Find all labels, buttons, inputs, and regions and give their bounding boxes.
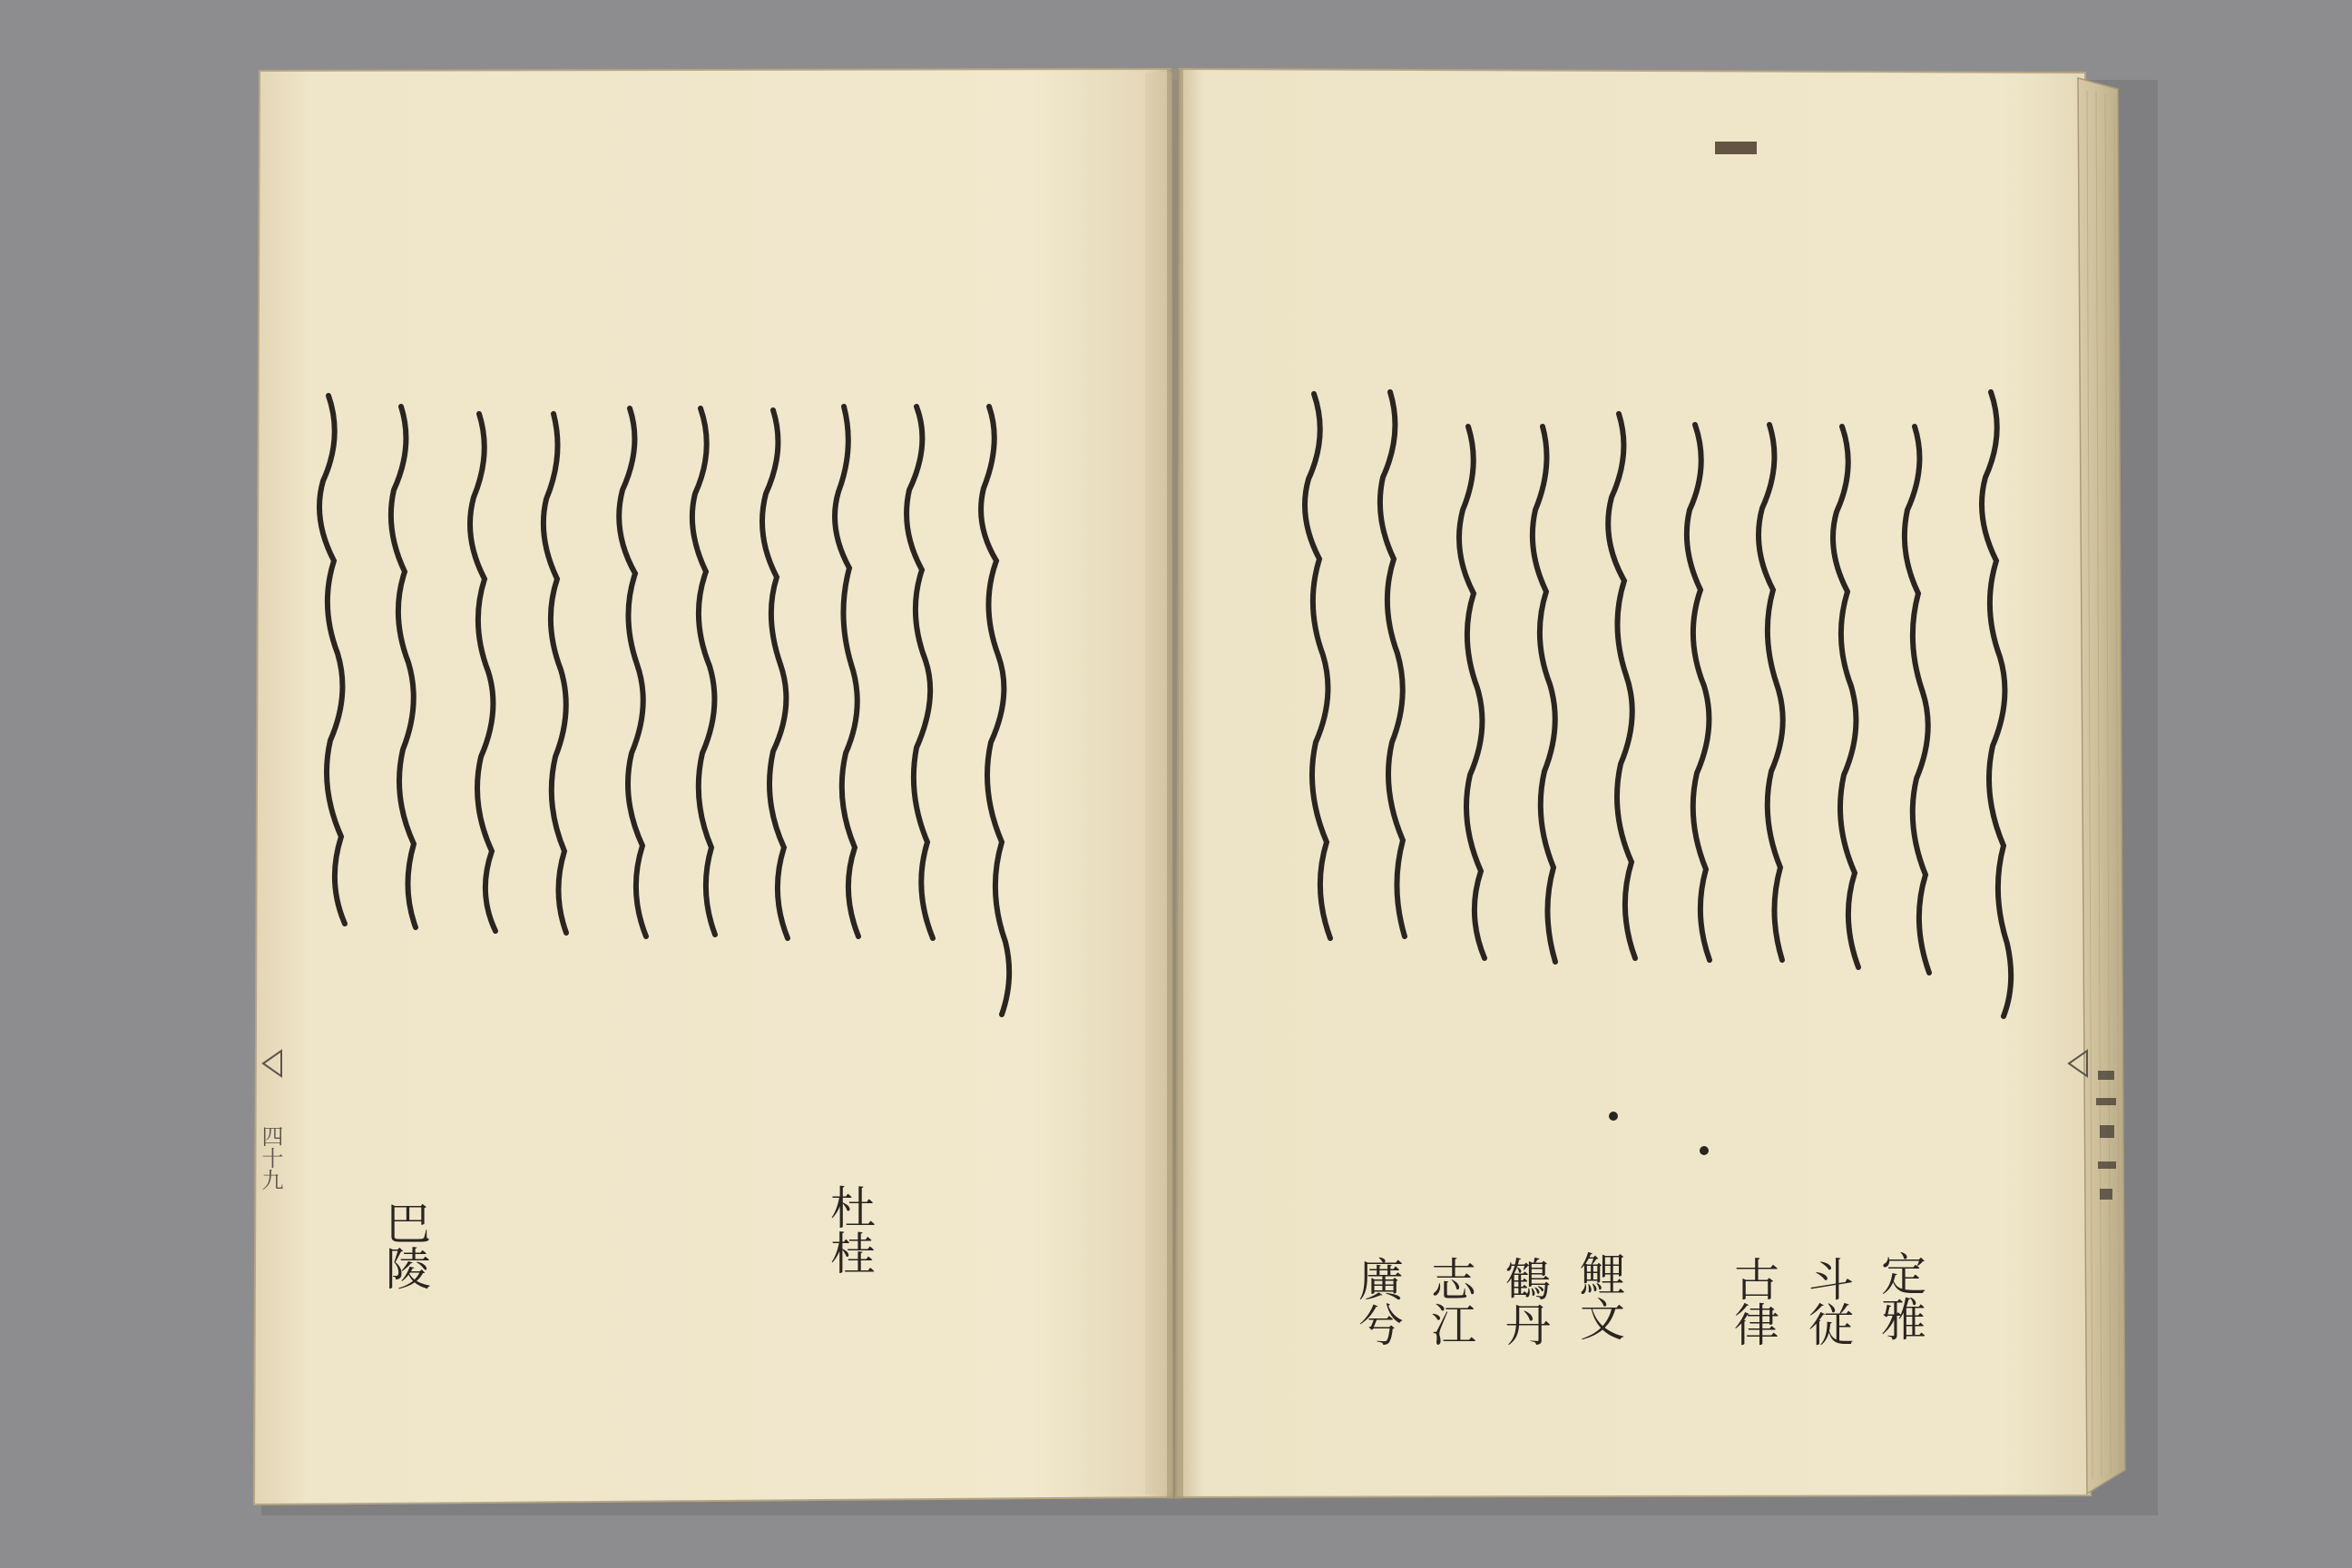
author-name: 斗従 [1801,1256,1854,1347]
ink-mark [1715,142,1757,154]
author-name: 定雅 [1874,1250,1926,1341]
author-name: 志江 [1424,1256,1476,1347]
author-name: 杜桂 [823,1184,876,1275]
author-name: 古律 [1727,1256,1779,1347]
author-name: 鯉文 [1573,1250,1625,1341]
author-name: 鶴丹 [1498,1256,1551,1347]
author-name: 廣兮 [1351,1256,1404,1347]
left-page-folio: 四十九 [258,1125,283,1191]
book-spine [1167,69,1183,1499]
author-name: 巴陵 [378,1200,431,1290]
right-page-edge-stack [2078,78,2125,1494]
